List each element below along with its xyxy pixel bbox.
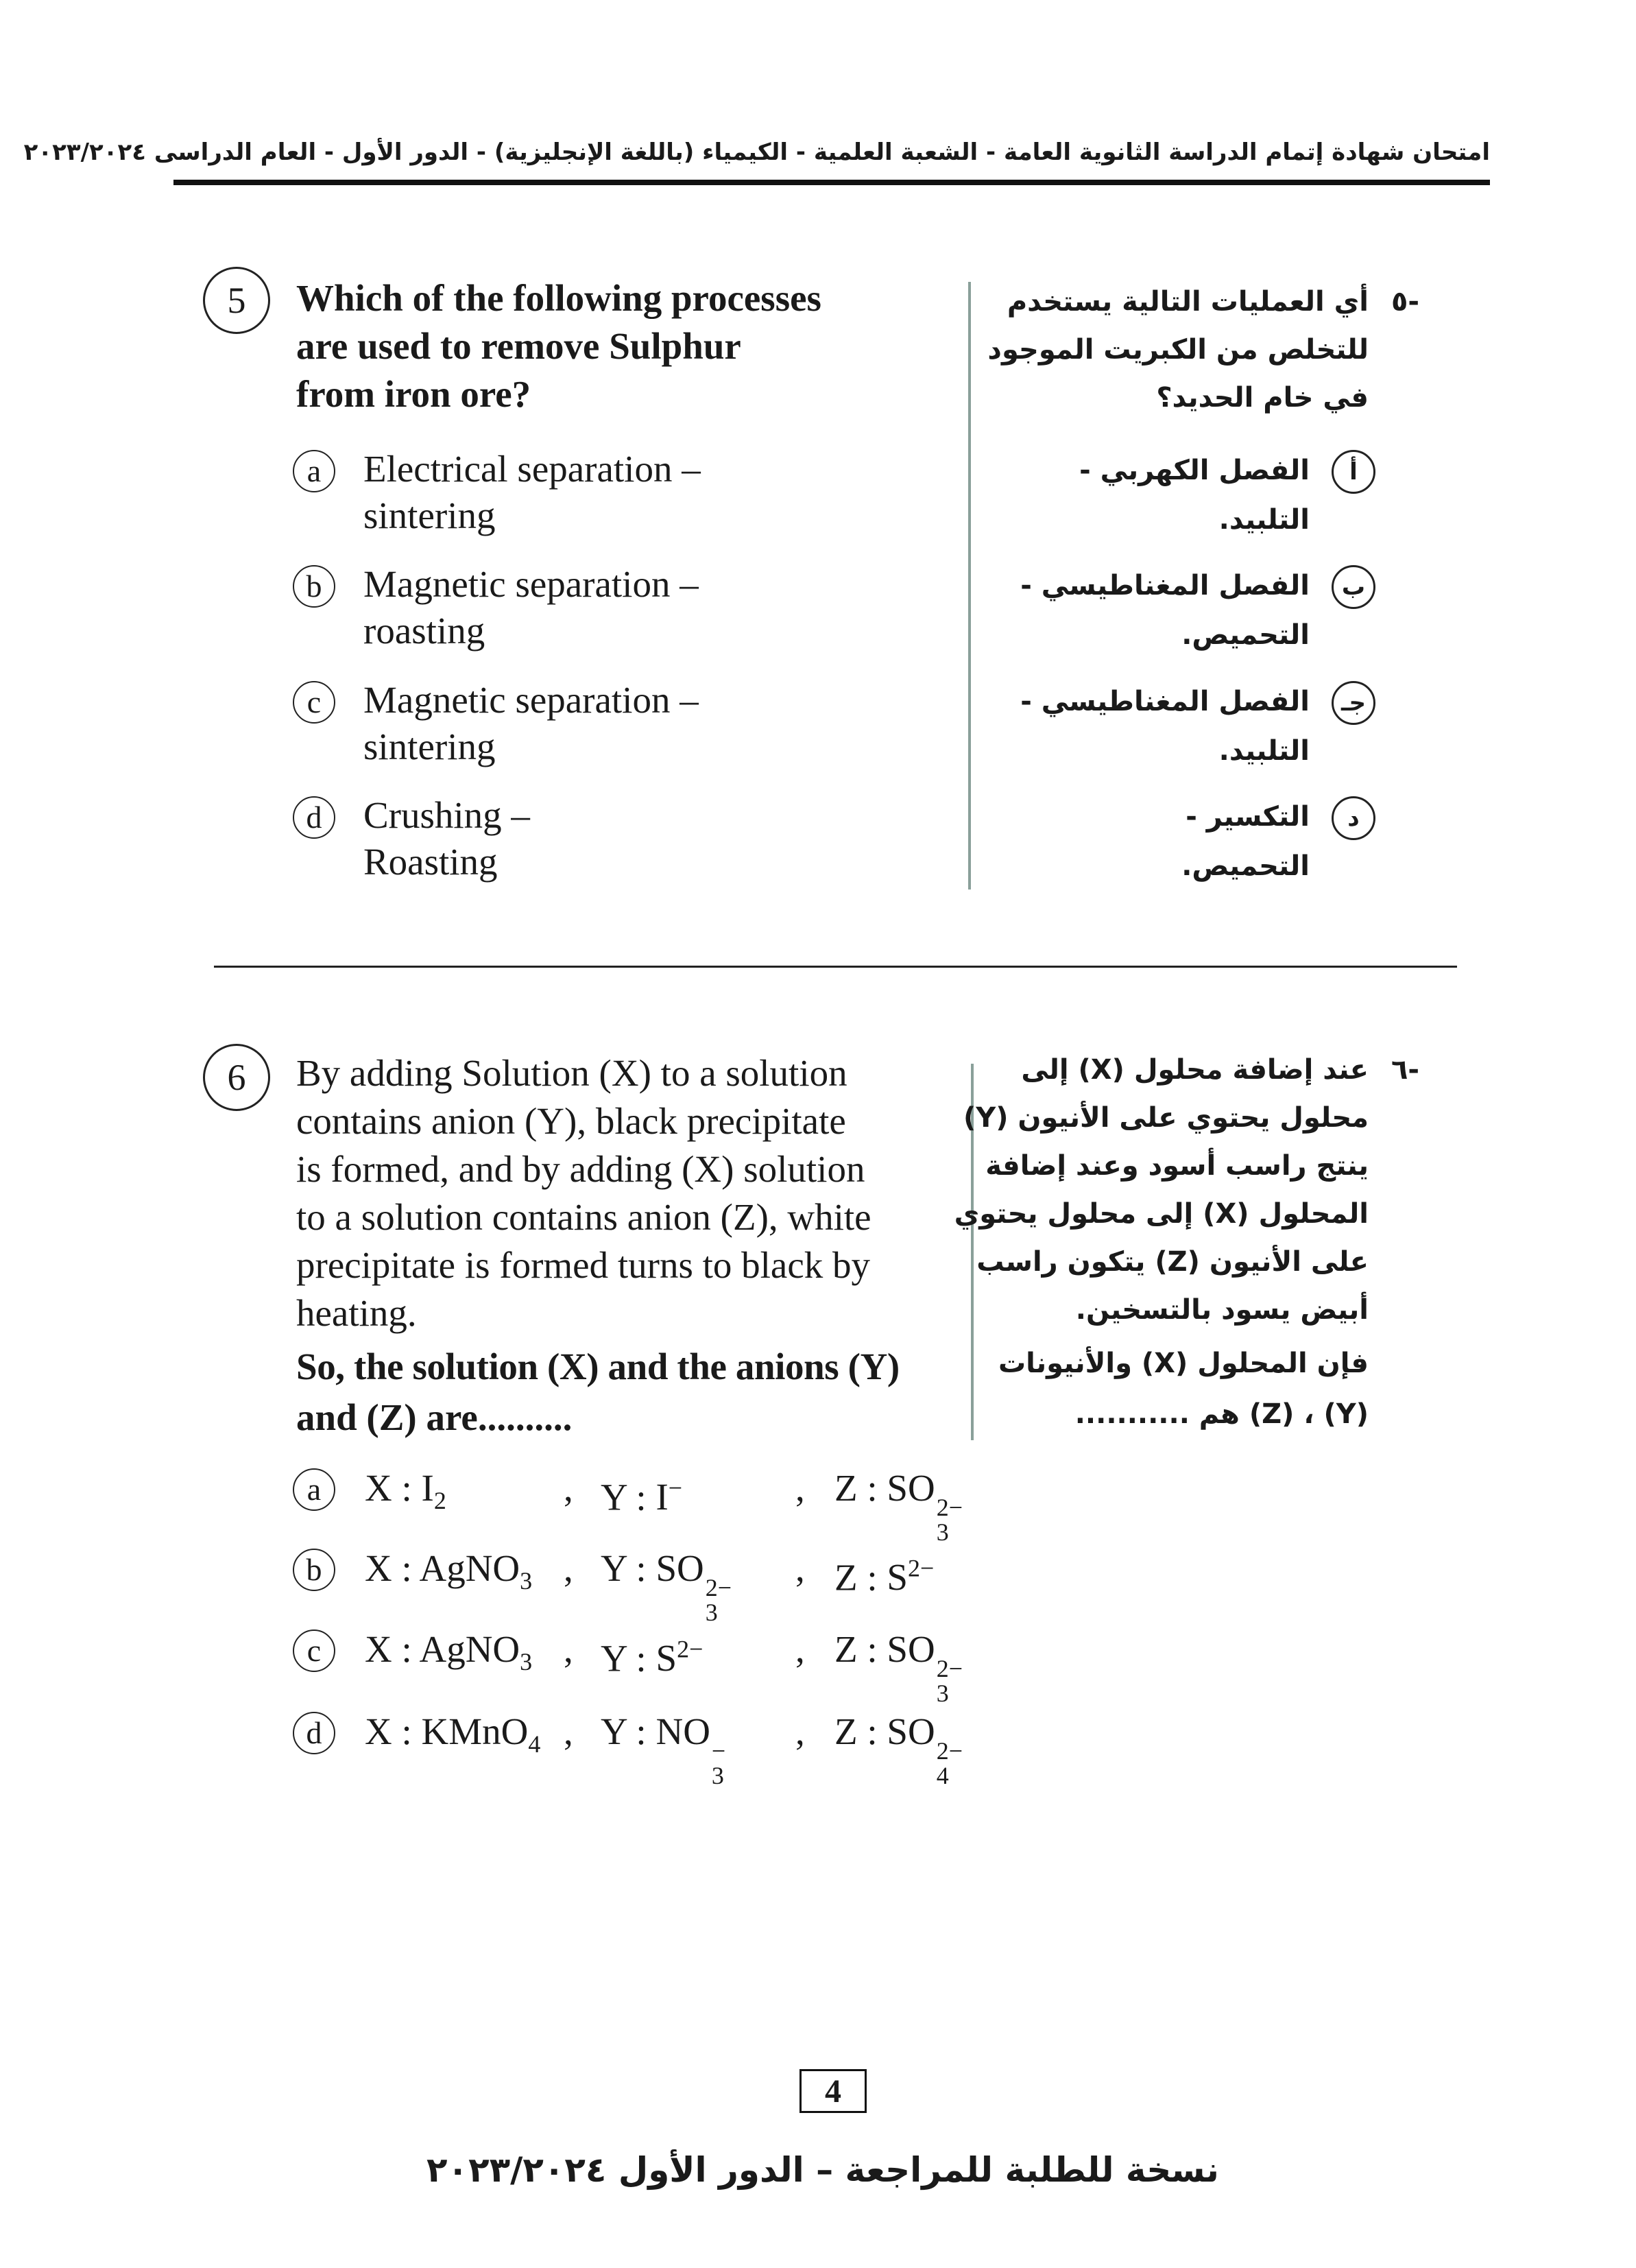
question-6-arabic-bold-line: فإن المحلول (X) والأنيونات <box>998 1348 1369 1379</box>
option-d-z <box>834 1708 963 1788</box>
option-b-text <box>363 561 699 654</box>
option-c-x <box>365 1625 532 1686</box>
question-6-line: precipitate is formed turns to black by <box>296 1244 870 1286</box>
formula-y <box>655 1547 732 1626</box>
option-line: Magnetic separation – <box>363 563 699 605</box>
option-b-marker: b <box>293 565 335 608</box>
question-6-bold-line: So, the solution (X) and the anions (Y) <box>296 1346 900 1387</box>
formula-script <box>706 1575 732 1625</box>
option-a-marker: a <box>293 450 335 492</box>
formula-label: Y : <box>601 1476 656 1518</box>
question-5-text <box>296 274 821 418</box>
question-5-line: from iron ore? <box>296 373 531 415</box>
formula-label: Y : <box>601 1637 656 1680</box>
formula-base: SO <box>887 1467 935 1509</box>
formula-superscript: 2− <box>677 1636 703 1663</box>
formula-label: X : <box>365 1710 422 1752</box>
formula-base: S <box>655 1637 677 1680</box>
option-line: Crushing – <box>363 794 530 836</box>
comma-separator: , <box>795 1467 805 1509</box>
arabic-option-marker: د <box>1332 796 1375 840</box>
comma-separator: , <box>564 1710 573 1752</box>
option-b-x <box>365 1544 532 1605</box>
formula-subscript: 3 <box>520 1567 533 1595</box>
formula-x <box>419 1628 533 1675</box>
question-5-arabic-line: للتخلص من الكبريت الموجود <box>987 334 1369 366</box>
formula-script <box>712 1739 725 1788</box>
question-5-arabic-line: أي العمليات التالية يستخدم <box>1007 286 1369 318</box>
arabic-option-line: الفصل المغناطيسي - <box>1020 686 1310 717</box>
page-number: 4 <box>799 2069 867 2113</box>
question-6-arabic-line: أبيض يسود بالتسخين. <box>1075 1294 1369 1326</box>
formula-base: AgNO <box>419 1628 520 1670</box>
formula-label: Z : <box>834 1710 887 1752</box>
question-5-number: 5 <box>203 267 270 334</box>
formula-superscript: − <box>711 1737 726 1765</box>
option-b-marker: b <box>293 1549 335 1591</box>
arabic-option-line: التلبيد. <box>1218 735 1310 767</box>
formula-subscript: 3 <box>936 1680 949 1707</box>
option-d-marker: d <box>293 1712 335 1754</box>
formula-superscript: 2− <box>936 1655 963 1682</box>
formula-label: Y : <box>601 1547 656 1589</box>
option-d-y <box>601 1708 725 1788</box>
formula-z <box>887 1628 963 1707</box>
option-c-y <box>601 1625 703 1682</box>
header-rule <box>173 180 1490 185</box>
formula-superscript: 2− <box>936 1494 963 1521</box>
formula-y <box>655 1476 682 1518</box>
question-6-text <box>296 1049 900 1443</box>
question-6-arabic-line: محلول يحتوي على الأنيون (Y) <box>963 1102 1369 1134</box>
formula-x <box>419 1547 533 1595</box>
arabic-option-line: الفصل المغناطيسي - <box>1020 570 1310 601</box>
question-6-arabic-bold-line: (Y) ، (Z) هم ........... <box>1074 1398 1369 1430</box>
option-b-y <box>601 1544 732 1625</box>
formula-base: I <box>655 1476 669 1518</box>
formula-base: SO <box>655 1547 704 1589</box>
option-d-marker: d <box>293 796 335 839</box>
arabic-option-text <box>981 677 1310 776</box>
option-line: sintering <box>363 726 496 767</box>
formula-label: Z : <box>834 1556 887 1599</box>
formula-script <box>937 1495 963 1544</box>
option-line: Roasting <box>363 841 498 883</box>
formula-label: Z : <box>834 1628 887 1670</box>
arabic-option-line: الفصل الكهربي - <box>1079 455 1310 486</box>
formula-superscript: 2− <box>705 1574 732 1601</box>
formula-base: NO <box>655 1710 710 1752</box>
option-c-text <box>363 677 699 770</box>
question-6-arabic-line: المحلول (X) إلى محلول يحتوي <box>954 1198 1369 1230</box>
comma-separator: , <box>564 1547 573 1589</box>
formula-subscript: 3 <box>936 1518 949 1546</box>
option-a-marker: a <box>293 1468 335 1511</box>
question-6-arabic-line: عند إضافة محلول (X) إلى <box>1021 1054 1369 1086</box>
question-separator <box>214 966 1457 968</box>
formula-subscript: 3 <box>705 1599 718 1626</box>
option-line: Magnetic separation – <box>363 679 699 721</box>
formula-superscript: − <box>668 1475 683 1502</box>
option-c-z <box>834 1625 963 1706</box>
formula-subscript: 2 <box>433 1487 446 1514</box>
option-c-marker: c <box>293 681 335 724</box>
question-5-line: Which of the following processes <box>296 277 821 319</box>
question-6-arabic-line: على الأنيون (Z) يتكون راسب <box>976 1246 1369 1278</box>
arabic-option-marker: ب <box>1332 565 1375 609</box>
question-6-line: to a solution contains anion (Z), white <box>296 1196 871 1238</box>
option-a-z <box>834 1464 963 1544</box>
question-6-line: contains anion (Y), black precipitate <box>296 1100 846 1142</box>
column-divider <box>968 282 971 890</box>
option-line: roasting <box>363 610 485 652</box>
question-5-arabic-number: -٥ <box>1391 286 1419 318</box>
formula-x <box>421 1467 446 1514</box>
formula-label: X : <box>365 1547 420 1589</box>
question-5-line: are used to remove Sulphur <box>296 325 741 367</box>
formula-label: X : <box>365 1628 420 1670</box>
option-a-text <box>363 446 701 539</box>
formula-base: AgNO <box>419 1547 520 1589</box>
formula-subscript: 4 <box>528 1730 541 1758</box>
exam-header-title: امتحان شهادة إتمام الدراسة الثانوية العامة - الشعبة العلمية - الكيمياء (باللغة الإنجليزية) - الدور الأول - العام الدراسى ٢٠٢٣/٢٠٢٤ <box>23 139 1490 166</box>
formula-script <box>937 1656 963 1706</box>
comma-separator: , <box>795 1710 805 1752</box>
option-c-marker: c <box>293 1630 335 1672</box>
option-a-y <box>601 1464 682 1521</box>
formula-label: X : <box>365 1467 422 1509</box>
formula-base: KMnO <box>421 1710 529 1752</box>
formula-label: Y : <box>601 1710 656 1752</box>
formula-y <box>655 1637 703 1679</box>
question-6-arabic-line: ينتج راسب أسود وعند إضافة <box>985 1150 1369 1182</box>
option-d-x <box>365 1708 540 1768</box>
formula-z <box>887 1710 963 1789</box>
option-b-z <box>834 1544 934 1601</box>
question-6-line: By adding Solution (X) to a solution <box>296 1052 847 1094</box>
formula-subscript: 3 <box>520 1648 533 1675</box>
formula-base: SO <box>887 1710 935 1752</box>
question-6-arabic-text <box>954 1046 1369 1440</box>
option-line: sintering <box>363 494 496 536</box>
arabic-option-marker: أ <box>1332 450 1375 494</box>
formula-base: S <box>887 1556 908 1599</box>
formula-script <box>937 1739 963 1788</box>
arabic-option-line: التحميص. <box>1181 619 1310 651</box>
formula-z <box>887 1556 934 1598</box>
footer-text: نسخة للطلبة للمراجعة – الدور الأول ٢٠٢٣/٢٠٢٤ <box>426 2150 1219 2190</box>
option-d-text <box>363 792 530 885</box>
formula-y <box>655 1710 726 1789</box>
formula-base: SO <box>887 1628 935 1670</box>
comma-separator: , <box>564 1628 573 1670</box>
option-a-x <box>365 1464 446 1525</box>
comma-separator: , <box>564 1467 573 1509</box>
arabic-option-text <box>981 561 1310 660</box>
comma-separator: , <box>795 1628 805 1670</box>
option-line: Electrical separation – <box>363 448 701 490</box>
question-6-number: 6 <box>203 1044 270 1111</box>
formula-label: Z : <box>834 1467 887 1509</box>
arabic-option-line: التلبيد. <box>1218 504 1310 536</box>
arabic-option-marker: جـ <box>1332 681 1375 725</box>
question-6-line: heating. <box>296 1292 417 1334</box>
question-6-bold-line: and (Z) are.......... <box>296 1396 573 1438</box>
arabic-option-line: التكسير - <box>1186 801 1310 833</box>
formula-x <box>421 1710 541 1758</box>
question-5-arabic-line: في خام الحديد؟ <box>1156 382 1369 414</box>
question-5-arabic-text <box>981 278 1369 422</box>
arabic-option-text <box>981 446 1310 545</box>
formula-subscript: 4 <box>936 1762 949 1789</box>
formula-subscript: 3 <box>711 1762 724 1789</box>
question-6-line: is formed, and by adding (X) solution <box>296 1148 865 1190</box>
formula-superscript: 2− <box>936 1737 963 1765</box>
formula-superscript: 2− <box>907 1555 935 1582</box>
formula-z <box>887 1467 963 1546</box>
formula-base: I <box>421 1467 434 1509</box>
question-6-arabic-number: -٦ <box>1391 1054 1419 1086</box>
arabic-option-line: التحميص. <box>1181 850 1310 882</box>
comma-separator: , <box>795 1547 805 1589</box>
arabic-option-text <box>981 792 1310 891</box>
